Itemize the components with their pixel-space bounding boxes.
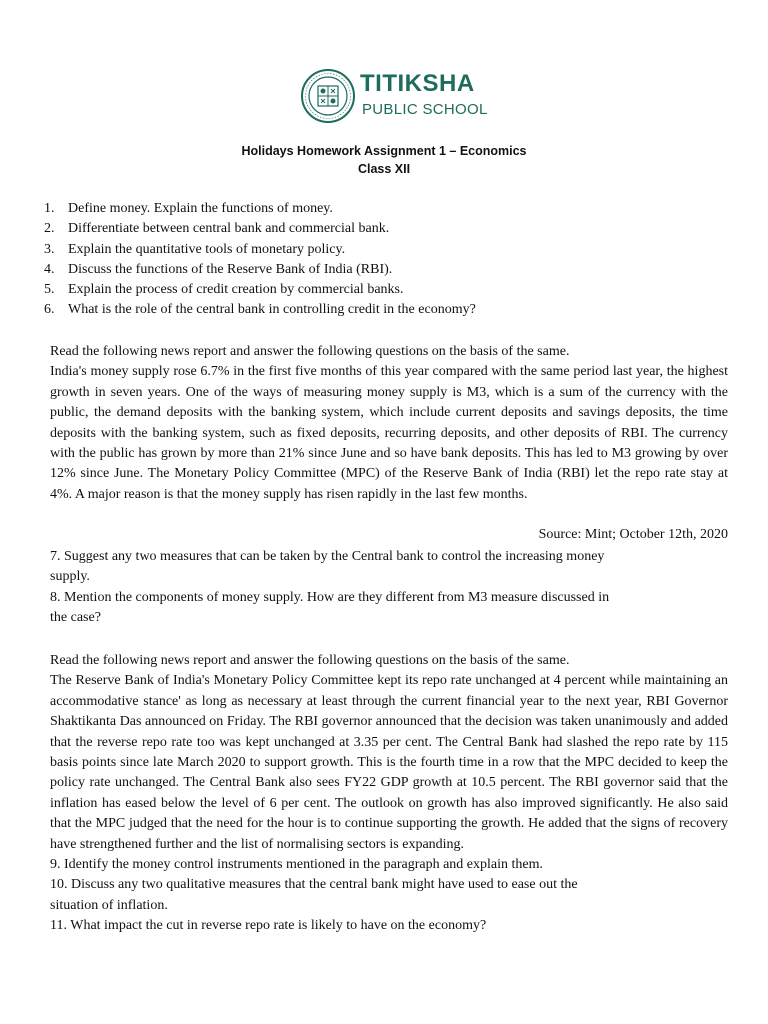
school-name-line2: PUBLIC SCHOOL [362,101,488,118]
question-item: 2. Differentiate between central bank and commercial bank. [44,221,390,237]
question-7: 7. Suggest any two measures that can be taken by the Central bank to control the increasing money [50,549,605,564]
question-7-cont: supply. [50,569,90,585]
assignment-title: Holidays Homework Assignment 1 – Economics [241,144,527,158]
question-8: 8. Mention the components of money supply. How are they different from M3 measure discussed in [50,589,610,605]
question-item: 4. Discuss the functions of the Reserve Bank of India (RBI). [44,261,393,277]
school-name-line1: TITIKSHA [360,70,475,97]
case1-questions [50,547,728,629]
case2-paragraph: The Reserve Bank of India's Monetary Policy Committee kept its repo rate unchanged at 4 percent while maintaining an accommodative stance' as long as necessary at least through the current financial year to the next year, RBI Governor Shaktikanta Das announced on Friday. The RBI governor announced that the decision was taken unanimously and added that the reverse repo rate too was kept unchanged at 3.35 per cent. The Central Bank had slashed the repo rate by 115 basis points since late March 2020 to support growth. This is the fourth time in a row that the MPC decided to keep the policy rate unchanged. The Central Bank also sees FY22 GDP growth at 10.5 percent. The RBI governor said that the inflation has eased below the level of 6 per cent. The outlook on growth has also improved significantly. He also said that the MPC judged that the need for the hour is to continue supporting the growth. He added that the signs of recovery have strengthened further and the list of normalising sectors is expanding. [50,673,728,852]
question-8-cont: the case? [50,610,101,626]
question-10: 10. Discuss any two qualitative measures that the central bank might have used to ease out the [50,877,578,893]
case1-intro: Read the following news report and answer the following questions on the basis of the same. [50,344,570,359]
case2 [50,651,728,937]
case1 [50,342,728,505]
case2-intro: Read the following news report and answer the following questions on the basis of the same. [50,653,570,668]
school-seal-icon [300,68,356,124]
question-item: 3. Explain the quantitative tools of monetary policy. [44,241,346,257]
question-9: 9. Identify the money control instruments mentioned in the paragraph and explain them. [50,857,543,873]
question-item: 6. What is the role of the central bank in controlling credit in the economy? [44,302,476,318]
question-item: 1. Define money. Explain the functions of money. [44,201,333,216]
school-logo [300,68,500,132]
question-item: 5. Explain the process of credit creation by commercial banks. [44,282,404,298]
case1-paragraph: India's money supply rose 6.7% in the first five months of this year compared with the same period last year, the highest growth in seven years. One of the ways of measuring money supply is M3, which is a sum of the currency with the public, the demand deposits with the banking system, which include current deposits and savings deposits, the time deposits with the banking system, such as fixed deposits, recurring deposits, and other deposits of RBI. The currency with the public has grown by more than 21% since June and so have bank deposits. This has led to M3 growing by over 12% since June. The Monetary Policy Committee (MPC) of the Reserve Bank of India (RBI) let the repo rate stay at 4%. A major reason is that the money supply has risen rapidly in the last few months. [50,364,728,502]
class-label: Class XII [357,162,411,176]
question-list [44,199,476,321]
case1-source: Source: Mint; October 12th, 2020 [538,527,728,542]
question-11: 11. What impact the cut in reverse repo rate is likely to have on the economy? [50,918,487,934]
question-10-cont: situation of inflation. [50,897,168,913]
